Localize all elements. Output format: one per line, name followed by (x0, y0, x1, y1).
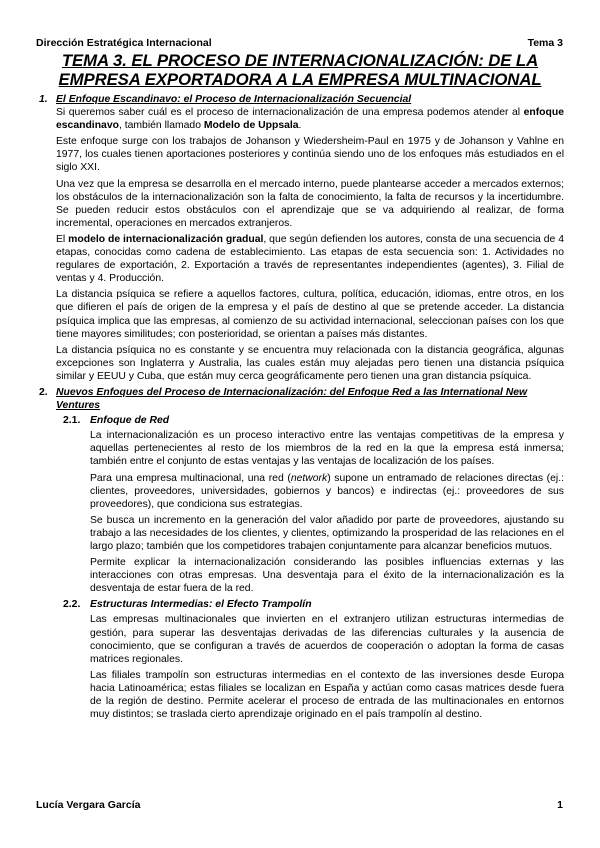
subsection-2-1 (60, 414, 564, 595)
bold-term: enfoque escandinavo (56, 107, 564, 132)
paragraph: Las empresas multinacionales que invierten en el extranjero utilizan estructuras intermedias de gestión, para superar las desventajas derivadas de las diferencias culturales y la ausencia de conocimiento, que se configuran a través de acuerdos de cooperación o adoptan la forma de casas matrices regionales. (90, 614, 564, 665)
subsection-2-1-heading: 2.1. Enfoque de Red (63, 415, 170, 427)
paragraph: El modelo de internacionalización gradual, que según defienden los autores, consta de una secuencia de 4 etapas, conocidas como cadena de establecimiento. Las etapas de esta secuencia son: 1. Actividades no regulares de exportación, 2. Exportación a través de representantes independientes (agentes), 3. Filial de ventas y 4. Producción. (56, 233, 564, 285)
document-title: TEMA 3. EL PROCESO DE INTERNACIONALIZACIÓN: DE LA EMPRESA EXPORTADORA A LA EMPRESA MULTINACIONAL (58, 51, 542, 89)
paragraph: La distancia psíquica se refiere a aquellos factores, cultura, política, educación, idiomas, entre otros, en los que difieren el país de origen de la empresa y el país de destino al que se pretende acceder. La distancia psíquica implica que las empresas, al comienzo de su actividad internacional, seleccionan países con los que tiene mayores similitudes; con posterioridad, se orientan a países más distantes. (56, 289, 564, 340)
subsection-2-2 (60, 598, 564, 721)
subsection-2-2-number: 2.2. (63, 599, 81, 611)
paragraph: Permite explicar la internacionalización considerando las posibles influencias externas y las interacciones con otras empresas. Una desventaja para el éxito de la internacionalización es la desventaja de estar fuera de la red. (90, 557, 564, 595)
paragraph: La internacionalización es un proceso interactivo entre las ventajas competitivas de la empresa y aquellas pertenecientes al resto de los miembros de la red en la que la empresa está inmersa; también entre el conjunto de estas ventajas y las ventajas de localización de los países. (90, 430, 564, 468)
paragraph: Este enfoque surge con los trabajos de Johanson y Wiedersheim-Paul en 1975 y de Johanson y Vahlne en 1977, los cuales tienen aportaciones posteriores y continúa siendo uno de los enfoques más estudiados en el siglo XXI. (56, 136, 564, 174)
author-name: Lucía Vergara García (36, 799, 141, 811)
paragraph: Para una empresa multinacional, una red (network) supone un entramado de relaciones directas (ej.: clientes, proveedores, universidades, gobiernos y bancos) e indirectas (ej.: proveedores de sus proveedores), que condiciona sus estrategias. (90, 472, 564, 510)
page-footer (36, 799, 563, 813)
section-1-heading: El Enfoque Escandinavo: el Proceso de Internacionalización Secuencial (56, 94, 412, 105)
page-number: 1 (557, 799, 563, 811)
section-2-number: 2. (39, 386, 48, 398)
paragraph: Una vez que la empresa se desarrolla en el mercado interno, puede plantearse acceder a mercados externos; los obstáculos de la internacionalización son la falta de conocimiento, la falta de recursos y la incertidumbre. Se pueden reducir estos obstáculos con el aprendizaje que se va adquiriendo al realizar, de forma incremental, operaciones en mercados extranjeros. (56, 178, 564, 229)
course-name: Dirección Estratégica Internacional (36, 37, 212, 49)
section-2-heading: Nuevos Enfoques del Proceso de Internacionalización: del Enfoque Red a las International New Ventures (56, 386, 528, 412)
page-header (36, 37, 563, 51)
paragraph: Si queremos saber cuál es el proceso de internacionalización de una empresa podemos atender al enfoque escandinavo, también llamado Modelo de Uppsala. (56, 107, 564, 132)
paragraph: Se busca un incremento en la generación del valor añadido por parte de proveedores, ajustando su trabajo a las necesidades de los clientes, y clientes, optimizando la prosperidad de las relaciones en el largo plazo; también que los competidores trabajen conjuntamente para alcanzar beneficios mutuos. (90, 514, 564, 552)
paragraph: La distancia psíquica no es constante y se encuentra muy relacionada con la distancia geográfica, algunas excepciones son Inglaterra y Australia, las cuales están muy alejadas pero tienen una distancia psíquica similar y EEUU y Cuba, que están muy cerca geográficamente pero tienen una gran distancia psíquica. (56, 344, 564, 382)
paragraph: Las filiales trampolín son estructuras intermedias en el contexto de las inversiones desde Europa hacia Latinoamérica; estas filiales se localizan en España y actúan como casas matrices desde fuera de la región de destino. Permite acelerar el proceso de entrada de las multinacionales en entornos muy distintos; se traslada cierto aprendizaje originado en el país trampolín al destino. (90, 669, 564, 721)
section-2 (30, 386, 564, 721)
document-body (30, 93, 564, 724)
subsection-2-2-heading: 2.2. Estructuras Intermedias: el Efecto Trampolín (63, 599, 312, 611)
subsection-2-1-number: 2.1. (63, 415, 81, 427)
section-1-number: 1. (39, 94, 48, 105)
section-1 (30, 93, 564, 383)
bold-term: modelo de internacionalización gradual (68, 233, 264, 245)
bold-term: Modelo de Uppsala (203, 120, 299, 132)
topic-label: Tema 3 (527, 37, 563, 49)
italic-term: network (290, 472, 328, 484)
